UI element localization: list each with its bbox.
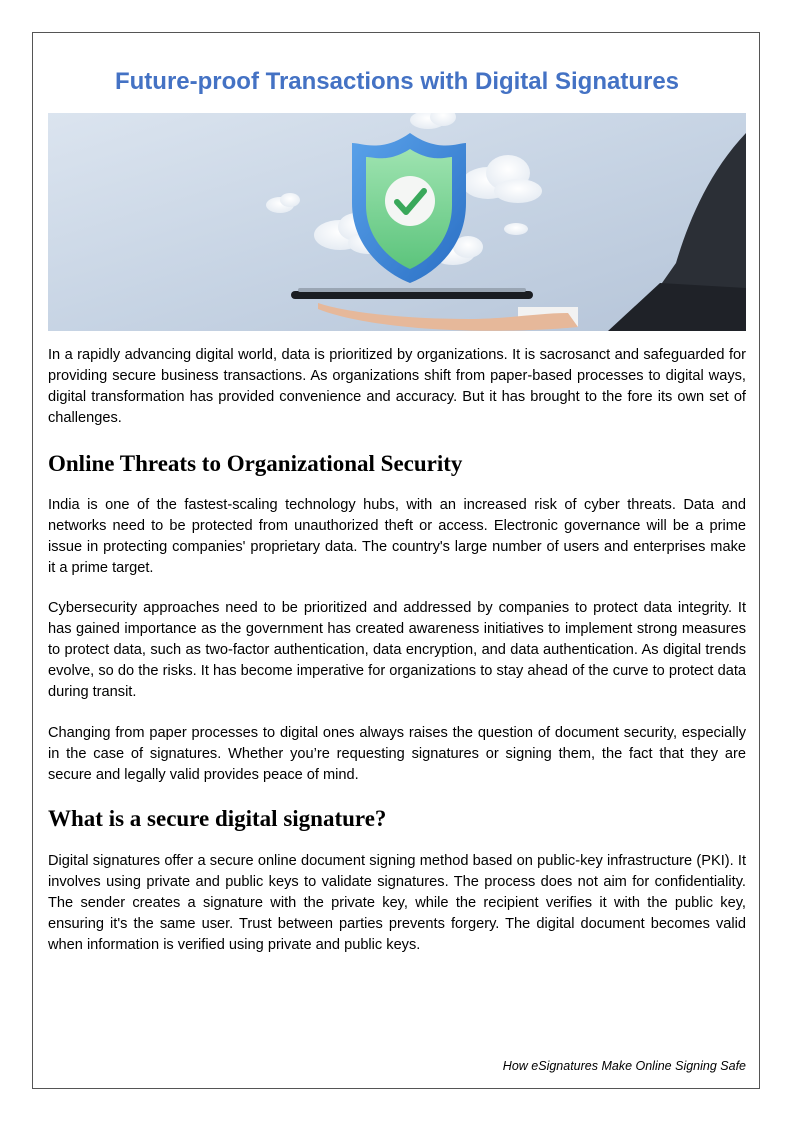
paragraph-signature-1: Digital signatures offer a secure online document signing method based on public-key infrastructure (PKI). It involves using private and public keys to validate signatures. The process does not aim for confidentiality. The sender creates a signature with the private key, while the recipient verifies it with the public key, ensuring it's the same user. Trust between parties prevents forgery. The digital document becomes valid when information is verified using private and public keys. bbox=[48, 853, 746, 953]
page-title: Future-proof Transactions with Digital Signatures bbox=[114, 68, 680, 95]
page-footer: How eSignatures Make Online Signing Safe bbox=[502, 1059, 746, 1073]
intro-paragraph: In a rapidly advancing digital world, data is prioritized by organizations. It is sacrosanct and safeguarded for providing secure business transactions. As organizations shift from paper-based processes to digital ways, digital transformation has provided convenience and accuracy. But it has brought to the fore its own set of challenges. bbox=[48, 347, 746, 426]
section-heading-online-threats: Online Threats to Organizational Security bbox=[48, 451, 463, 476]
paragraph-threats-3: Changing from paper processes to digital ones always raises the question of document security, especially in the case of signatures. Whether you’re requesting signatures or signing them, the fact that they are secure and legally valid provides peace of mind. bbox=[48, 725, 746, 783]
paragraph-threats-1: India is one of the fastest-scaling technology hubs, with an increased risk of cyber threats. Data and networks need to be protected from unauthorized theft or access. Electronic governance will be a prime issue in protecting companies' proprietary data. The country's large number of users and enterprises make it a prime target. bbox=[48, 497, 746, 576]
hero-image bbox=[48, 113, 746, 331]
section-heading-digital-signature: What is a secure digital signature? bbox=[48, 806, 387, 831]
paragraph-threats-2: Cybersecurity approaches need to be prioritized and addressed by companies to protect data integrity. It has gained importance as the government has created awareness initiatives to implement strong measures to protect data, such as two-factor authentication, data encryption, and data authentication. As digital trends evolve, so do the risks. It has become imperative for organizations to stay ahead of the curve to protect data during transit. bbox=[48, 600, 746, 700]
